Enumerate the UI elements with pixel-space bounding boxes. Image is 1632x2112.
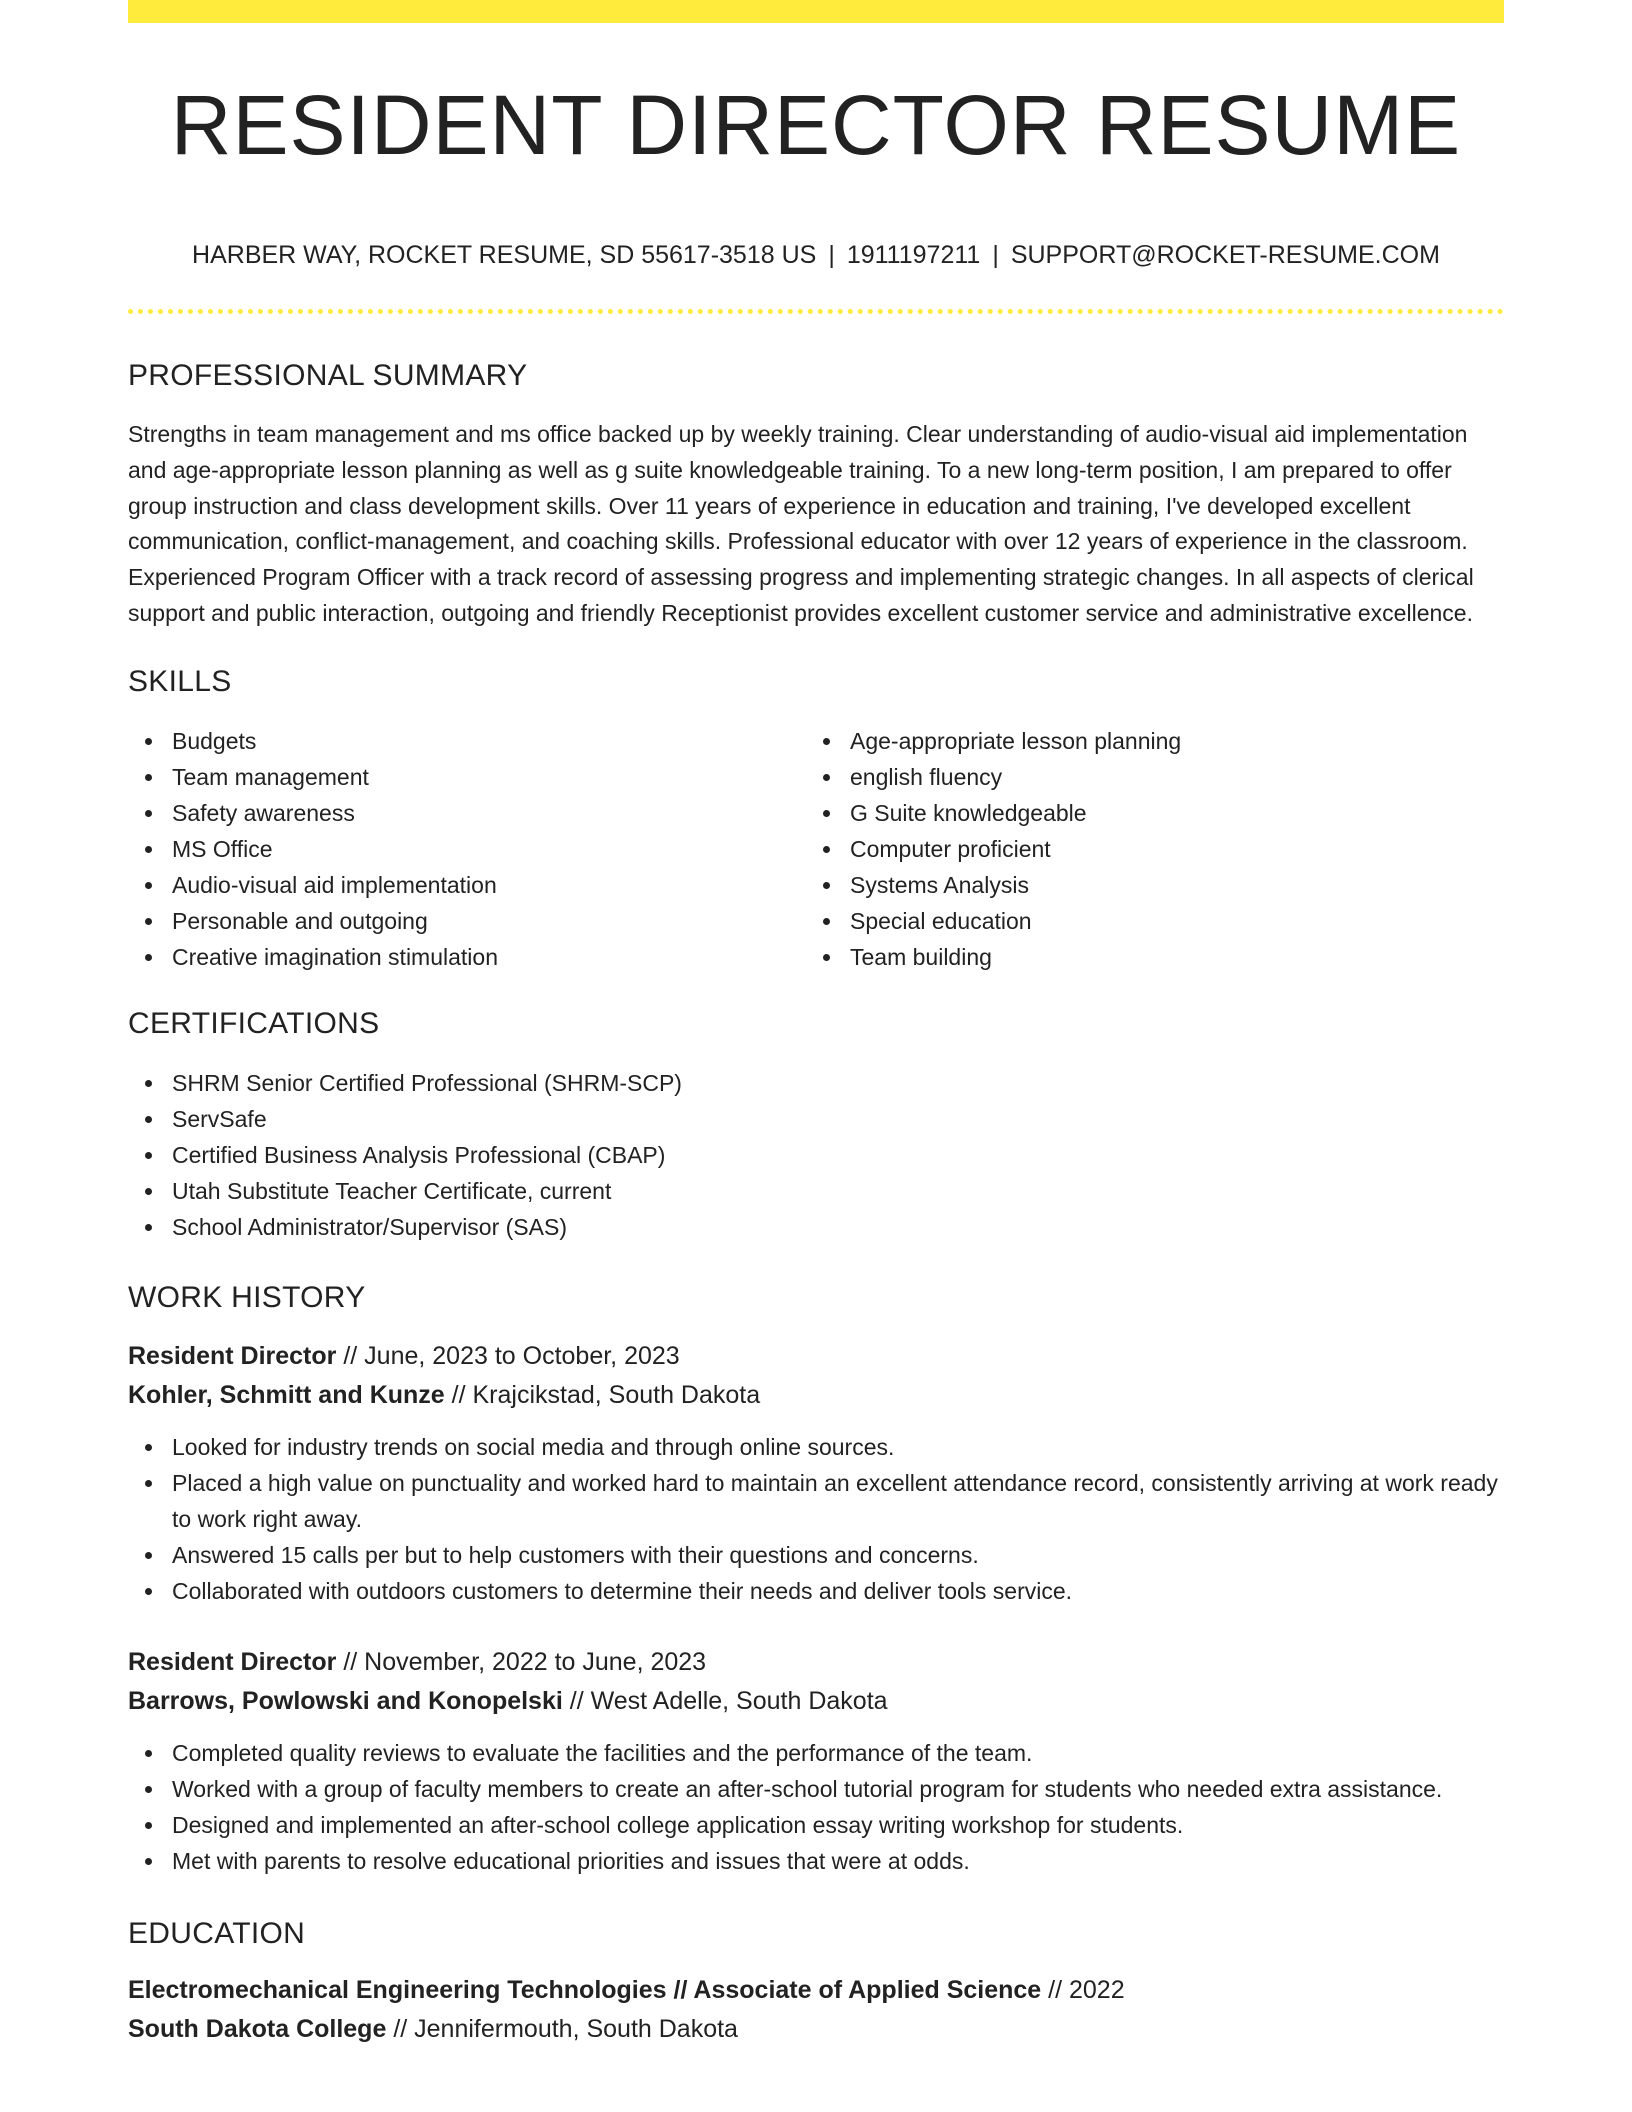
job-dates: // June, 2023 to October, 2023: [336, 1341, 680, 1370]
job-company-line: [128, 1682, 1504, 1721]
skill-item: Team building: [806, 939, 1484, 975]
skill-item: english fluency: [806, 759, 1484, 795]
skill-item: Age-appropriate lesson planning: [806, 723, 1484, 759]
education-entry: [128, 1971, 1504, 2049]
job-bullet: Completed quality reviews to evaluate the facilities and the performance of the team.: [128, 1735, 1504, 1771]
job-title-line: [128, 1643, 1504, 1682]
job-company-line: [128, 1376, 1504, 1415]
certification-item: Certified Business Analysis Professional (CBAP): [128, 1137, 1504, 1173]
skills-column-right: [806, 723, 1484, 975]
skills-list-right: [806, 723, 1484, 975]
summary-heading: PROFESSIONAL SUMMARY: [128, 359, 528, 392]
contact-separator: |: [992, 241, 999, 269]
contact-email[interactable]: SUPPORT@ROCKET-RESUME.COM: [1010, 241, 1440, 269]
job-bullet: Answered 15 calls per but to help customers with their questions and concerns.: [128, 1537, 1504, 1573]
skill-item: Creative imagination stimulation: [128, 939, 806, 975]
education-location: // Jennifermouth, South Dakota: [386, 2014, 738, 2043]
certification-item: ServSafe: [128, 1101, 1504, 1137]
skills-column-left: [128, 723, 806, 975]
dotted-divider: [128, 309, 1504, 314]
skill-item: MS Office: [128, 831, 806, 867]
job-company: Kohler, Schmitt and Kunze: [128, 1380, 445, 1409]
job-bullet: Worked with a group of faculty members to create an after-school tutorial program for students who needed extra assistance.: [128, 1771, 1504, 1807]
job-title-line: [128, 1337, 1504, 1376]
education-degree-line: [128, 1971, 1504, 2010]
skill-item: G Suite knowledgeable: [806, 795, 1484, 831]
job-title: Resident Director: [128, 1647, 337, 1676]
skill-item: Special education: [806, 903, 1484, 939]
accent-top-bar: [128, 0, 1504, 23]
contact-phone[interactable]: 1911197211: [846, 241, 981, 269]
skill-item: Team management: [128, 759, 806, 795]
job-bullet: Placed a high value on punctuality and worked hard to maintain an excellent attendance record, consistently arriving at work ready to work right away.: [128, 1465, 1504, 1537]
work-history-heading: WORK HISTORY: [128, 1280, 366, 1314]
education-degree: Electromechanical Engineering Technologies // Associate of Applied Science: [128, 1975, 1042, 2004]
contact-address: HARBER WAY, ROCKET RESUME, SD 55617-3518 US: [192, 241, 817, 269]
skills-list-left: [128, 723, 806, 975]
skill-item: Safety awareness: [128, 795, 806, 831]
certification-item: SHRM Senior Certified Professional (SHRM-SCP): [128, 1065, 1504, 1101]
skills-columns: [128, 723, 1504, 975]
job-bullet: Designed and implemented an after-school college application essay writing workshop for students.: [128, 1807, 1504, 1843]
education-year: // 2022: [1041, 1975, 1125, 2004]
skill-item: Audio-visual aid implementation: [128, 867, 806, 903]
skill-item: Personable and outgoing: [128, 903, 806, 939]
job-bullets: [128, 1735, 1504, 1879]
resume-page: [128, 0, 1504, 2049]
job-entry: [128, 1643, 1504, 1879]
job-bullets: [128, 1429, 1504, 1609]
job-bullet: Looked for industry trends on social media and through online sources.: [128, 1429, 1504, 1465]
skill-item: Computer proficient: [806, 831, 1484, 867]
certification-item: Utah Substitute Teacher Certificate, current: [128, 1173, 1504, 1209]
job-bullet: Met with parents to resolve educational priorities and issues that were at odds.: [128, 1843, 1504, 1879]
education-heading: EDUCATION: [128, 1916, 306, 1950]
contact-line: [128, 243, 1504, 268]
certifications-heading: CERTIFICATIONS: [128, 1006, 380, 1040]
job-location: // West Adelle, South Dakota: [562, 1686, 888, 1715]
skill-item: Budgets: [128, 723, 806, 759]
job-title: Resident Director: [128, 1341, 337, 1370]
summary-text: Strengths in team management and ms office backed up by weekly training. Clear understanding of audio-visual aid implementation and age-appropriate lesson planning as well as g suite knowledgeable training. To a new long-term position, I am prepared to offer group instruction and class development skills. Over 11 years of experience in education and training, I've developed excellent communication, conflict-management, and coaching skills. Professional educator with over 12 years of experience in the classroom. Experienced Program Officer with a track record of assessing progress and implementing strategic changes. In all aspects of clerical support and public interaction, outgoing and friendly Receptionist provides excellent customer service and administrative excellence.: [128, 421, 1474, 626]
job-entry: [128, 1337, 1504, 1609]
education-school-line: [128, 2010, 1504, 2049]
job-dates: // November, 2022 to June, 2023: [336, 1647, 707, 1676]
certification-item: School Administrator/Supervisor (SAS): [128, 1209, 1504, 1245]
job-location: // Krajcikstad, South Dakota: [444, 1380, 761, 1409]
certifications-list: [128, 1065, 1504, 1245]
skill-item: Systems Analysis: [806, 867, 1484, 903]
skills-heading: SKILLS: [128, 664, 232, 698]
job-company: Barrows, Powlowski and Konopelski: [128, 1686, 563, 1715]
contact-separator: |: [828, 241, 835, 269]
education-school: South Dakota College: [128, 2014, 387, 2043]
job-bullet: Collaborated with outdoors customers to determine their needs and deliver tools service.: [128, 1573, 1504, 1609]
resume-title: RESIDENT DIRECTOR RESUME: [170, 78, 1462, 172]
